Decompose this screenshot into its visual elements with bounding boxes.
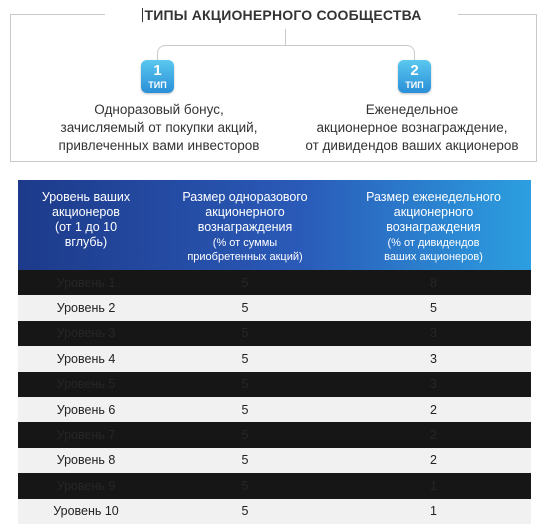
table-row — [18, 448, 531, 473]
type-1-line-1: Одноразовый бонус, — [94, 102, 224, 117]
table-row — [18, 270, 531, 295]
page-title — [110, 7, 454, 23]
header-level-line-2: акционеров — [52, 205, 120, 219]
weekly-cell: 1 — [430, 478, 437, 493]
level-cell: Уровень 5 — [56, 377, 116, 392]
one-time-cell: 5 — [241, 301, 249, 316]
header-level-line-4: вглубь) — [64, 235, 108, 249]
header-level-line-3: (от 1 до 10 — [54, 220, 118, 234]
table-row — [18, 473, 531, 498]
weekly-cell: 5 — [430, 301, 437, 316]
type-1-label: ТИП — [148, 80, 167, 90]
header-weekly-sub-2: ваших акционеров) — [384, 251, 483, 263]
table-row — [18, 346, 531, 371]
level-cell: Уровень 10 — [53, 504, 119, 519]
table-header — [18, 180, 531, 270]
type-2-badge — [398, 60, 431, 93]
header-one-time-line-1: Размер одноразового — [182, 190, 308, 204]
type-1-line-3: привлеченных вами инвесторов — [58, 138, 260, 153]
table-row — [18, 372, 531, 397]
header-weekly-sub-1: (% от дивидендов — [387, 237, 480, 249]
type-1-number: 1 — [153, 62, 162, 79]
table-row — [18, 295, 531, 320]
type-2-label: ТИП — [405, 80, 424, 90]
level-cell: Уровень 1 — [56, 275, 116, 290]
one-time-cell: 5 — [241, 351, 249, 366]
one-time-cell: 5 — [241, 453, 249, 468]
header-weekly-line-2: акционерного — [393, 205, 474, 219]
one-time-cell: 5 — [241, 402, 249, 417]
table-row — [18, 422, 531, 447]
weekly-cell: 8 — [430, 275, 437, 290]
one-time-cell: 5 — [241, 326, 249, 341]
weekly-cell: 2 — [430, 428, 437, 443]
header-one-time — [154, 180, 336, 270]
rewards-table — [18, 180, 531, 524]
header-weekly-line-3: вознаграждения — [386, 220, 481, 234]
header-one-time-line-2: акционерного — [205, 205, 285, 219]
connector-stem — [285, 29, 286, 45]
page-title-text: ТИПЫ АКЦИОНЕРНОГО СООБЩЕСТВА — [144, 7, 422, 23]
type-1-badge — [141, 60, 174, 93]
type-2-description — [287, 101, 537, 155]
header-level-line-1: Уровень ваших — [41, 190, 131, 204]
header-one-time-line-3: вознаграждения — [197, 220, 293, 234]
level-cell: Уровень 8 — [56, 453, 116, 468]
level-cell: Уровень 6 — [56, 402, 116, 417]
level-cell: Уровень 2 — [56, 301, 116, 316]
level-cell: Уровень 7 — [56, 428, 116, 443]
header-one-time-sub-1: (% от суммы — [212, 237, 278, 249]
one-time-cell: 5 — [241, 275, 249, 290]
header-one-time-sub-2: приобретенных акций) — [187, 251, 303, 263]
type-2-line-1: Еженедельное — [365, 102, 459, 117]
weekly-cell: 1 — [430, 504, 437, 519]
table-row — [18, 397, 531, 422]
weekly-cell: 3 — [430, 377, 437, 392]
level-cell: Уровень 4 — [56, 351, 116, 366]
one-time-cell: 5 — [241, 428, 249, 443]
level-cell: Уровень 3 — [56, 326, 116, 341]
weekly-cell: 2 — [430, 402, 437, 417]
weekly-cell: 3 — [430, 326, 437, 341]
table-row — [18, 321, 531, 346]
one-time-cell: 5 — [241, 504, 249, 519]
weekly-cell: 3 — [430, 351, 437, 366]
level-cell: Уровень 9 — [56, 478, 116, 493]
type-2-number: 2 — [410, 62, 419, 79]
one-time-cell: 5 — [241, 478, 249, 493]
connector-branch — [157, 45, 415, 61]
type-1-description — [34, 101, 284, 155]
header-weekly — [336, 180, 531, 270]
header-level — [18, 180, 154, 270]
one-time-cell: 5 — [241, 377, 249, 392]
type-2-line-2: акционерное вознаграждение, — [316, 120, 508, 135]
weekly-cell: 2 — [430, 453, 437, 468]
type-2-line-3: от дивидендов ваших акционеров — [305, 138, 519, 153]
table-row — [18, 499, 531, 524]
header-weekly-line-1: Размер еженедельного — [366, 190, 501, 204]
type-1-line-2: зачисляемый от покупки акций, — [60, 120, 258, 135]
